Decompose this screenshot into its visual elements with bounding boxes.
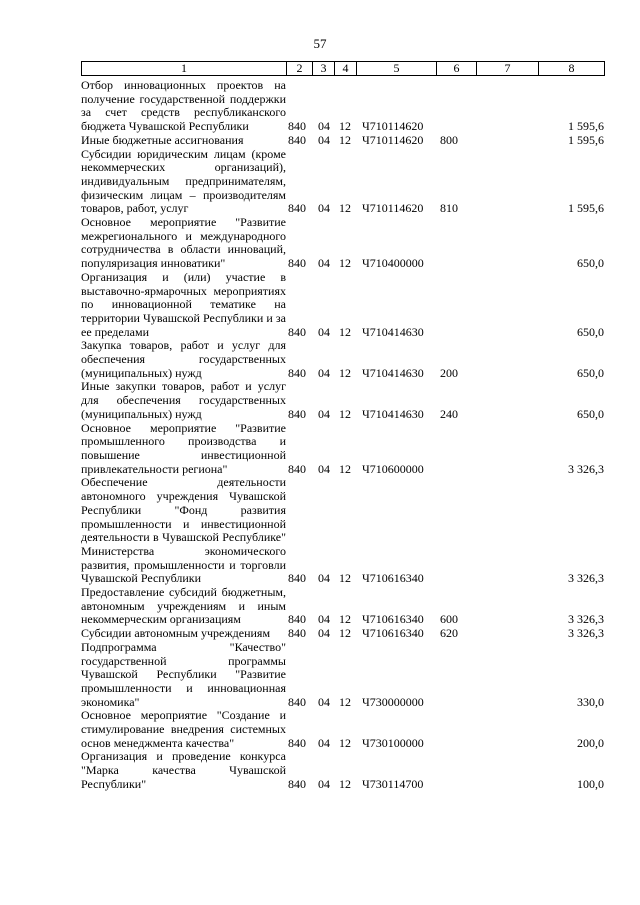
row-target-article: Ч710616340 [362, 612, 424, 627]
table-header [81, 61, 605, 76]
row-target-article: Ч710616340 [362, 571, 424, 586]
row-target-article: Ч710414630 [362, 406, 424, 421]
row-subsection-code: 12 [339, 735, 351, 750]
table-body [0, 79, 640, 792]
page-number: 57 [313, 36, 327, 51]
row-ministry-code: 840 [288, 406, 306, 421]
row-section-code: 04 [318, 694, 330, 709]
row-section-code: 04 [318, 324, 330, 339]
row-description: Подпрограмма "Качество" государственной программы Чувашской Республики "Развитие промышленности и инновационная экономика" [81, 639, 286, 709]
row-subsection-code: 12 [339, 626, 351, 641]
row-subsection-code: 12 [339, 132, 351, 147]
row-amount: 1 595,6 [568, 201, 604, 216]
row-amount: 3 326,3 [568, 571, 604, 586]
row-ministry-code: 840 [288, 256, 306, 271]
table-row [0, 476, 640, 586]
row-ministry-code: 840 [288, 626, 306, 641]
table-row [0, 641, 640, 710]
row-ministry-code: 840 [288, 612, 306, 627]
row-description: Отбор инновационных проектов на получение государственной поддержки за счет средств республиканского бюджета Чувашской Республики [81, 78, 286, 134]
row-section-code: 04 [318, 365, 330, 380]
header-col-2: 2 [287, 62, 313, 75]
row-amount: 3 326,3 [568, 461, 604, 476]
header-col-7: 7 [477, 62, 539, 75]
row-description: Основное мероприятие "Развитие межрегионального и международного сотрудничества в области инноваций, популяризация инноватики" [81, 215, 286, 271]
row-amount: 650,0 [577, 365, 604, 380]
row-target-article: Ч710114620 [362, 132, 424, 147]
row-subsection-code: 12 [339, 694, 351, 709]
row-subsection-code: 12 [339, 201, 351, 216]
row-amount: 650,0 [577, 256, 604, 271]
row-expense-type: 620 [440, 626, 458, 641]
row-ministry-code: 840 [288, 694, 306, 709]
header-col-6: 6 [437, 62, 477, 75]
table-row [0, 79, 640, 134]
table-row [0, 380, 640, 421]
row-subsection-code: 12 [339, 119, 351, 134]
row-description: Основное мероприятие "Развитие промышленного производства и повышение инвестиционной привлекательности региона" [81, 420, 286, 476]
row-description: Основное мероприятие "Создание и стимулирование внедрения системных основ менеджмента качества" [81, 708, 286, 750]
row-target-article: Ч710114620 [362, 119, 424, 134]
table-row [0, 271, 640, 340]
row-expense-type: 800 [440, 132, 458, 147]
table-row [0, 709, 640, 750]
row-subsection-code: 12 [339, 256, 351, 271]
row-ministry-code: 840 [288, 119, 306, 134]
header-col-5: 5 [357, 62, 437, 75]
row-ministry-code: 840 [288, 735, 306, 750]
row-description: Иные бюджетные ассигнования [81, 132, 244, 147]
row-ministry-code: 840 [288, 324, 306, 339]
row-amount: 3 326,3 [568, 626, 604, 641]
header-col-4: 4 [335, 62, 357, 75]
row-target-article: Ч710114620 [362, 201, 424, 216]
row-subsection-code: 12 [339, 406, 351, 421]
header-col-3: 3 [313, 62, 335, 75]
row-subsection-code: 12 [339, 461, 351, 476]
header-col-8: 8 [568, 61, 575, 75]
row-subsection-code: 12 [339, 776, 351, 791]
row-target-article: Ч710400000 [362, 256, 424, 271]
row-target-article: Ч730114700 [362, 776, 424, 791]
row-ministry-code: 840 [288, 201, 306, 216]
row-description: Предоставление субсидий бюджетным, автономным учреждениям и иным некоммерческим организациям [81, 585, 286, 627]
table-row [0, 627, 640, 641]
row-expense-type: 600 [440, 612, 458, 627]
row-section-code: 04 [318, 626, 330, 641]
row-amount: 330,0 [577, 694, 604, 709]
row-description: Обеспечение деятельности автономного учреждения Чувашской Республики "Фонд развития промышленности и инвестиционной деятельности в Чувашской Республике" Министерства экономического развития, промышленности и торговли Чувашской Республики [81, 475, 286, 586]
row-section-code: 04 [318, 461, 330, 476]
row-description: Закупка товаров, работ и услуг для обеспечения государственных (муниципальных) нужд [81, 338, 286, 380]
row-amount: 1 595,6 [568, 119, 604, 134]
row-ministry-code: 840 [288, 571, 306, 586]
row-amount: 1 595,6 [568, 132, 604, 147]
row-section-code: 04 [318, 119, 330, 134]
row-target-article: Ч730000000 [362, 694, 424, 709]
row-subsection-code: 12 [339, 365, 351, 380]
row-subsection-code: 12 [339, 324, 351, 339]
row-section-code: 04 [318, 201, 330, 216]
row-section-code: 04 [318, 776, 330, 791]
row-section-code: 04 [318, 132, 330, 147]
row-amount: 100,0 [577, 776, 604, 791]
table-row [0, 134, 640, 148]
table-row [0, 339, 640, 380]
row-description: Субсидии юридическим лицам (кроме некоммерческих организаций), индивидуальным предпринимателям, физическим лицам – производителям товаров, работ, услуг [81, 146, 286, 216]
row-subsection-code: 12 [339, 571, 351, 586]
row-amount: 650,0 [577, 406, 604, 421]
row-section-code: 04 [318, 735, 330, 750]
row-target-article: Ч710414630 [362, 324, 424, 339]
row-expense-type: 240 [440, 406, 458, 421]
table-row [0, 750, 640, 791]
row-expense-type: 200 [440, 365, 458, 380]
header-col-1: 1 [82, 62, 287, 75]
row-ministry-code: 840 [288, 132, 306, 147]
row-description: Иные закупки товаров, работ и услуг для обеспечения государственных (муниципальных) нужд [81, 379, 286, 421]
row-target-article: Ч730100000 [362, 735, 424, 750]
row-section-code: 04 [318, 612, 330, 627]
row-description: Организация и проведение конкурса "Марка качества Чувашской Республики" [81, 749, 286, 791]
row-section-code: 04 [318, 571, 330, 586]
row-amount: 3 326,3 [568, 612, 604, 627]
row-expense-type: 810 [440, 201, 458, 216]
row-target-article: Ч710616340 [362, 626, 424, 641]
row-section-code: 04 [318, 256, 330, 271]
row-description: Организация и (или) участие в выставочно-ярмарочных мероприятиях по инновационной тематике на территории Чувашской Республики и за ее пределами [81, 269, 286, 339]
row-ministry-code: 840 [288, 365, 306, 380]
table-row [0, 422, 640, 477]
row-target-article: Ч710414630 [362, 365, 424, 380]
row-ministry-code: 840 [288, 776, 306, 791]
row-ministry-code: 840 [288, 461, 306, 476]
row-target-article: Ч710600000 [362, 461, 424, 476]
row-amount: 650,0 [577, 324, 604, 339]
table-row [0, 216, 640, 271]
table-row [0, 148, 640, 217]
row-description: Субсидии автономным учреждениям [81, 626, 271, 641]
row-amount: 200,0 [577, 735, 604, 750]
table-row [0, 586, 640, 627]
row-subsection-code: 12 [339, 612, 351, 627]
row-section-code: 04 [318, 406, 330, 421]
